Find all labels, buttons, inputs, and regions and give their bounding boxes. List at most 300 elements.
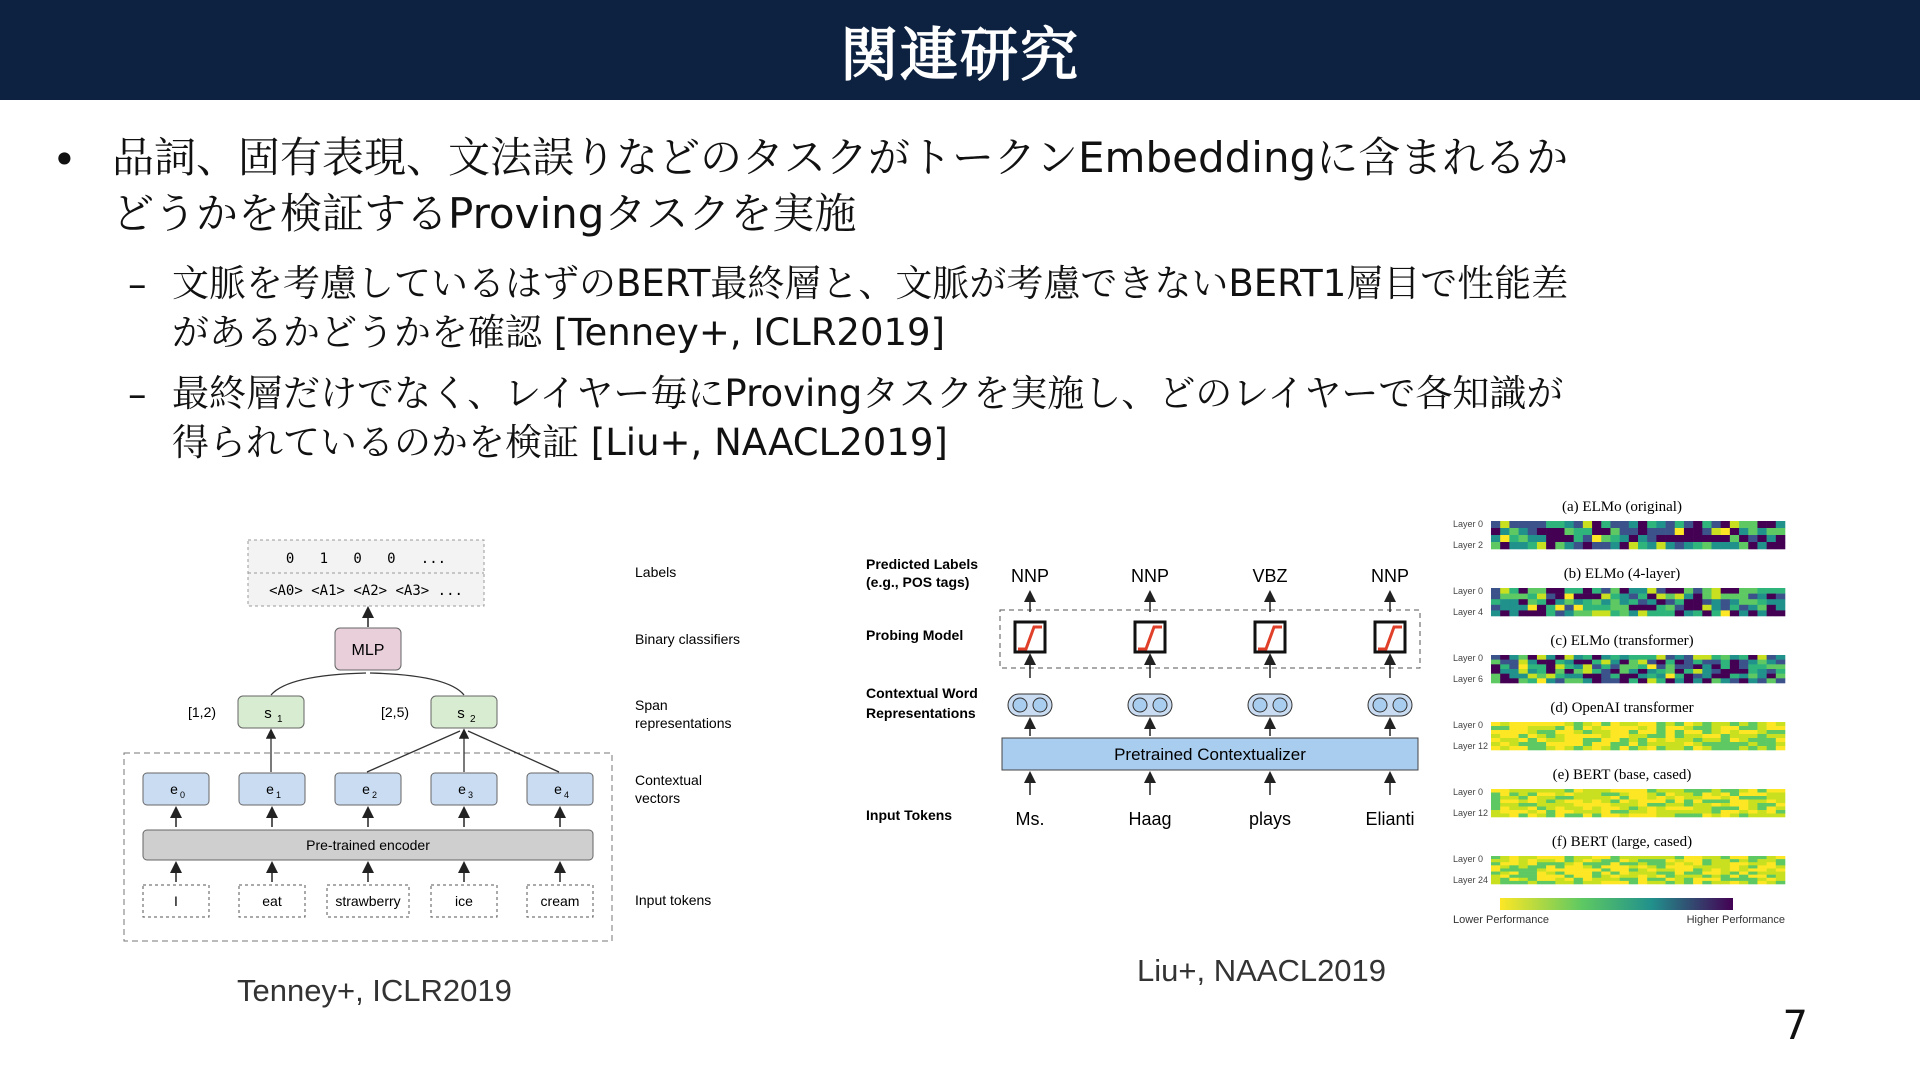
heatmap-cell (1574, 655, 1583, 660)
heatmap-cell (1528, 793, 1537, 797)
heatmap-cell (1776, 742, 1785, 746)
svg-text:0: 0 (180, 790, 186, 800)
heatmap-cell (1776, 875, 1785, 878)
heatmap-cell (1546, 678, 1555, 683)
heatmap-cell (1509, 862, 1518, 865)
heatmap-cell (1537, 588, 1546, 594)
heatmap-cell (1491, 881, 1500, 884)
heatmap-cell (1555, 669, 1564, 674)
svg-text:2: 2 (372, 790, 378, 800)
heatmap-cell (1638, 594, 1647, 600)
heatmap-cell (1757, 738, 1766, 742)
heatmap-cell (1638, 856, 1647, 859)
svg-text:1: 1 (276, 790, 282, 800)
heatmap-layer-top: Layer 0 (1453, 854, 1484, 864)
heatmap-cell (1509, 865, 1518, 868)
heatmap-cell (1656, 872, 1665, 875)
heatmap-cell (1610, 800, 1619, 804)
heatmap-cell (1601, 674, 1610, 679)
heatmap-cell (1767, 594, 1776, 600)
heatmap-cell (1546, 599, 1555, 605)
heatmap-cell (1684, 542, 1693, 549)
liu-pred1: Predicted Labels (866, 556, 979, 572)
heatmap-cell (1656, 856, 1665, 859)
heatmap-cell (1528, 872, 1537, 875)
heatmap-cell (1757, 878, 1766, 881)
heatmap-cell (1537, 875, 1546, 878)
heatmap-cell (1519, 865, 1528, 868)
heatmap-cell (1528, 664, 1537, 669)
heatmap-cell (1491, 868, 1500, 871)
contextualizer-box: Pretrained Contextualizer (1114, 745, 1306, 764)
heatmap-cell (1565, 655, 1574, 660)
heatmap-cell (1776, 872, 1785, 875)
heatmap-cell (1647, 542, 1656, 549)
heatmap-cell (1721, 664, 1730, 669)
heatmap-cell (1546, 655, 1555, 660)
heatmap-cell (1675, 730, 1684, 734)
heatmap-cell (1574, 722, 1583, 726)
heatmap-cell (1693, 664, 1702, 669)
heatmap-cell (1776, 746, 1785, 750)
heatmap-cell (1702, 599, 1711, 605)
heatmap-cell (1537, 678, 1546, 683)
heatmap-cell (1519, 599, 1528, 605)
heatmap-cell (1712, 814, 1721, 818)
heatmap-cell (1555, 878, 1564, 881)
heatmap-cell (1684, 738, 1693, 742)
heatmap-cell (1739, 856, 1748, 859)
heatmap-cell (1509, 793, 1518, 797)
heatmap-cell (1748, 746, 1757, 750)
heatmap-cell (1629, 742, 1638, 746)
heatmap-cell (1491, 742, 1500, 746)
heatmap-cell (1702, 674, 1711, 679)
token-strawberry (327, 885, 409, 917)
heatmap-cell (1500, 738, 1509, 742)
heatmap-cell (1601, 807, 1610, 811)
heatmap-cell (1620, 734, 1629, 738)
heatmap-cell (1684, 807, 1693, 811)
heatmap-cell (1500, 588, 1509, 594)
heatmap-cell (1565, 605, 1574, 611)
heatmap-cell (1638, 599, 1647, 605)
heatmap-cell (1620, 528, 1629, 535)
heatmap-cell (1748, 793, 1757, 797)
heatmap-cell (1776, 660, 1785, 665)
heatmap-cell (1757, 746, 1766, 750)
heatmap-cell (1730, 722, 1739, 726)
heatmap-cell (1656, 789, 1665, 793)
heatmap-cell (1712, 878, 1721, 881)
heatmap-cell (1675, 862, 1684, 865)
side-label-span2: representations (635, 715, 732, 731)
heatmap-cell (1712, 605, 1721, 611)
heatmap-cell (1684, 660, 1693, 665)
heatmap-cell (1519, 605, 1528, 611)
heatmap-cell (1638, 814, 1647, 818)
heatmap-cell (1767, 881, 1776, 884)
heatmap-cell (1757, 521, 1766, 528)
heatmap-layer-top: Layer 0 (1453, 519, 1484, 529)
heatmap-cell (1647, 588, 1656, 594)
heatmap-cell (1748, 875, 1757, 878)
heatmap-cell (1730, 660, 1739, 665)
heatmap-cell (1620, 738, 1629, 742)
heatmap-cell (1721, 588, 1730, 594)
heatmap-cell (1610, 594, 1619, 600)
token-ice (431, 885, 497, 917)
heatmap-cell (1528, 859, 1537, 862)
heatmap-cell (1500, 726, 1509, 730)
heatmap-cell (1767, 859, 1776, 862)
heatmap-cell (1721, 878, 1730, 881)
heatmap-cell (1574, 793, 1583, 797)
heatmap-cell (1500, 594, 1509, 600)
heatmap-cell (1647, 734, 1656, 738)
sub-bullet-dash-1: – (128, 263, 147, 306)
heatmap-cell (1656, 859, 1665, 862)
heatmap-cell (1721, 678, 1730, 683)
heatmap-cell (1767, 868, 1776, 871)
heatmap-cell (1629, 722, 1638, 726)
heatmap-cell (1583, 726, 1592, 730)
heatmap-cell (1574, 859, 1583, 862)
heatmap-cell (1592, 521, 1601, 528)
heatmap-cell (1647, 669, 1656, 674)
heatmap-cell (1528, 738, 1537, 742)
heatmap-cell (1730, 814, 1739, 818)
heatmap-cell (1675, 859, 1684, 862)
heatmap-cell (1491, 528, 1500, 535)
heatmap-cell (1767, 810, 1776, 814)
heatmap-cell (1702, 605, 1711, 611)
heatmap-cell (1748, 730, 1757, 734)
heatmap-cell (1555, 528, 1564, 535)
heatmap-cell (1739, 859, 1748, 862)
svg-text:I: I (174, 893, 178, 909)
heatmap-cell (1748, 674, 1757, 679)
heatmap-cell (1666, 664, 1675, 669)
heatmap-cell (1555, 535, 1564, 542)
heatmap-cell (1629, 674, 1638, 679)
heatmap-cell (1620, 810, 1629, 814)
heatmap-cell (1519, 796, 1528, 800)
heatmap-cell (1656, 594, 1665, 600)
heatmap-cell (1739, 655, 1748, 660)
heatmap-cell (1555, 881, 1564, 884)
heatmap-cell (1666, 610, 1675, 616)
heatmap-cell (1730, 872, 1739, 875)
heatmap-cell (1748, 655, 1757, 660)
heatmap-cell (1620, 862, 1629, 865)
heatmap-cell (1693, 588, 1702, 594)
heatmap-cell (1739, 738, 1748, 742)
heatmap-cell (1509, 542, 1518, 549)
heatmap-cell (1776, 865, 1785, 868)
svg-text:Haag: Haag (1128, 809, 1172, 829)
heatmap-cell (1583, 738, 1592, 742)
heatmap-cell (1583, 664, 1592, 669)
heatmap-cell (1592, 859, 1601, 862)
heatmap-cell (1748, 872, 1757, 875)
heatmap-cell (1666, 669, 1675, 674)
heatmap-cell (1675, 803, 1684, 807)
heatmap-cell (1702, 800, 1711, 804)
heatmap-cell (1757, 865, 1766, 868)
heatmap-cell (1565, 868, 1574, 871)
heatmap-cell (1620, 865, 1629, 868)
heatmap-cell (1647, 605, 1656, 611)
heatmap-cell (1620, 678, 1629, 683)
heatmap-cell (1491, 588, 1500, 594)
heatmap-cell (1638, 800, 1647, 804)
heatmap-cell (1757, 730, 1766, 734)
heatmap-cell (1629, 660, 1638, 665)
heatmap-cell (1620, 796, 1629, 800)
heatmap-cell (1629, 588, 1638, 594)
heatmap-cell (1610, 872, 1619, 875)
liu-probe: Probing Model (866, 627, 964, 643)
heatmap-cell (1500, 810, 1509, 814)
heatmap-cell (1684, 674, 1693, 679)
heatmap-cell (1528, 542, 1537, 549)
heatmap-cell (1739, 810, 1748, 814)
heatmap-cell (1730, 793, 1739, 797)
heatmap-cell (1730, 605, 1739, 611)
heatmap-cell (1601, 742, 1610, 746)
heatmap-cell (1629, 528, 1638, 535)
heatmap-cell (1491, 856, 1500, 859)
heatmap-cell (1509, 588, 1518, 594)
heatmap-cell (1739, 588, 1748, 594)
heatmap-cell (1730, 599, 1739, 605)
heatmap-cell (1638, 610, 1647, 616)
heatmap-cell (1574, 528, 1583, 535)
heatmap-cell (1748, 588, 1757, 594)
heatmap-cell (1491, 610, 1500, 616)
heatmap-cell (1610, 742, 1619, 746)
heatmap-cell (1748, 865, 1757, 868)
heatmap-cell (1592, 674, 1601, 679)
heatmap-cell (1509, 875, 1518, 878)
heatmap-cell (1583, 678, 1592, 683)
heatmap-cell (1721, 594, 1730, 600)
heatmap-cell (1565, 664, 1574, 669)
heatmap-cell (1767, 678, 1776, 683)
heatmap-cell (1519, 872, 1528, 875)
heatmap-cell (1583, 660, 1592, 665)
heatmap-cell (1565, 881, 1574, 884)
heatmap-cell (1574, 605, 1583, 611)
heatmap-cell (1629, 734, 1638, 738)
heatmap-cell (1712, 789, 1721, 793)
heatmap-cell (1776, 594, 1785, 600)
heatmap-cell (1638, 738, 1647, 742)
liu-pred2: (e.g., POS tags) (866, 574, 970, 590)
heatmap-cell (1509, 669, 1518, 674)
heatmap-cell (1647, 865, 1656, 868)
heatmap-cell (1757, 872, 1766, 875)
heatmap-cell (1638, 878, 1647, 881)
heatmap-cell (1519, 722, 1528, 726)
heatmap-cell (1574, 878, 1583, 881)
heatmap-cell (1491, 599, 1500, 605)
heatmap-cell (1546, 669, 1555, 674)
heatmap-cell (1620, 793, 1629, 797)
heatmap-cell (1620, 535, 1629, 542)
heatmap-cell (1730, 810, 1739, 814)
heatmap-cell (1500, 803, 1509, 807)
heatmap-cell (1601, 859, 1610, 862)
heatmap-cell (1739, 793, 1748, 797)
heatmap-cell (1767, 865, 1776, 868)
heatmap-layer-bottom: Layer 12 (1453, 808, 1489, 818)
heatmap-cell (1565, 726, 1574, 730)
heatmap-cell (1574, 678, 1583, 683)
heatmap-cell (1592, 789, 1601, 793)
heatmap-cell (1684, 528, 1693, 535)
heatmap-cell (1583, 746, 1592, 750)
heatmap-cell (1702, 789, 1711, 793)
heatmap-cell (1712, 746, 1721, 750)
liu-ctx1: Contextual Word (866, 685, 978, 701)
heatmap-cell (1776, 730, 1785, 734)
heatmap-cell (1509, 674, 1518, 679)
heatmap-cell (1656, 664, 1665, 669)
span-s1: s (264, 705, 272, 722)
heatmap-cell (1629, 810, 1638, 814)
heatmap-cell (1748, 605, 1757, 611)
heatmap-cell (1767, 722, 1776, 726)
heatmap-cell (1519, 862, 1528, 865)
heatmap-cell (1776, 674, 1785, 679)
svg-text:ice: ice (455, 893, 473, 909)
heatmap-cell (1537, 881, 1546, 884)
heatmap-cell (1546, 862, 1555, 865)
heatmap-cell (1656, 599, 1665, 605)
heatmap-cell (1666, 862, 1675, 865)
heatmap-cell (1555, 796, 1564, 800)
heatmap-cell (1583, 796, 1592, 800)
heatmap-cell (1702, 742, 1711, 746)
heatmap-cell (1702, 796, 1711, 800)
heatmap-cell (1519, 660, 1528, 665)
heatmap-cell (1656, 610, 1665, 616)
heatmap-cell (1721, 730, 1730, 734)
heatmap-cell (1509, 814, 1518, 818)
heatmap-cell (1684, 734, 1693, 738)
heatmap-cell (1537, 746, 1546, 750)
heatmap-cell (1629, 664, 1638, 669)
heatmap-cell (1702, 810, 1711, 814)
heatmap-cell (1519, 678, 1528, 683)
heatmap-cell (1610, 734, 1619, 738)
heatmap-cell (1537, 674, 1546, 679)
heatmap-cell (1509, 722, 1518, 726)
heatmap-cell (1565, 594, 1574, 600)
heatmap-cell (1666, 605, 1675, 611)
heatmap-cell (1702, 881, 1711, 884)
heatmap-cell (1610, 814, 1619, 818)
heatmap-cell (1693, 678, 1702, 683)
heatmap-cell (1528, 655, 1537, 660)
heatmap-cell (1574, 800, 1583, 804)
heatmap-cell (1638, 746, 1647, 750)
heatmap-cell (1592, 610, 1601, 616)
heatmap-cell (1647, 730, 1656, 734)
heatmap-cell (1509, 796, 1518, 800)
heatmap-cell (1656, 796, 1665, 800)
heatmap-cell (1574, 730, 1583, 734)
heatmap-cell (1702, 722, 1711, 726)
heatmap-cell (1739, 872, 1748, 875)
heatmap-cell (1721, 796, 1730, 800)
heatmap-cell (1757, 542, 1766, 549)
heatmap-cell (1702, 872, 1711, 875)
heatmap-cell (1528, 605, 1537, 611)
heatmap-cell (1757, 862, 1766, 865)
liu-column-3 (1248, 566, 1292, 829)
heatmap-cell (1519, 881, 1528, 884)
heatmap-cell (1555, 803, 1564, 807)
heatmap-cell (1565, 810, 1574, 814)
heatmap-cell (1721, 865, 1730, 868)
heatmap-cell (1519, 793, 1528, 797)
heatmap-cell (1574, 734, 1583, 738)
heatmap-cell (1647, 746, 1656, 750)
heatmap-cell (1721, 875, 1730, 878)
heatmap-cell (1546, 734, 1555, 738)
heatmap-cell (1693, 789, 1702, 793)
heatmap-cell (1583, 669, 1592, 674)
heatmap-cell (1574, 738, 1583, 742)
heatmap-cell (1574, 881, 1583, 884)
heatmap-cell (1583, 856, 1592, 859)
heatmap-cell (1555, 610, 1564, 616)
heatmap-cell (1610, 810, 1619, 814)
heatmap-cell (1620, 660, 1629, 665)
svg-text:cream: cream (540, 893, 580, 909)
heatmap-cell (1656, 810, 1665, 814)
heatmap-cell (1739, 678, 1748, 683)
heatmap-cell (1491, 521, 1500, 528)
heatmap-cell (1565, 542, 1574, 549)
heatmap-cell (1629, 796, 1638, 800)
heatmap-cell (1546, 594, 1555, 600)
heatmap-cell (1776, 862, 1785, 865)
heatmap-cell (1601, 814, 1610, 818)
heatmap-cell (1574, 674, 1583, 679)
heatmap-cell (1693, 856, 1702, 859)
heatmap-cell (1666, 868, 1675, 871)
heatmap-cell (1647, 678, 1656, 683)
heatmap-panel-title: (a) ELMo (original) (1562, 499, 1682, 515)
heatmap-cell (1684, 664, 1693, 669)
heatmap-cell (1583, 528, 1592, 535)
heatmap-cell (1500, 859, 1509, 862)
heatmap-cell (1509, 521, 1518, 528)
heatmap-cell (1748, 859, 1757, 862)
heatmap-cell (1629, 521, 1638, 528)
heatmap-layer-bottom: Layer 6 (1453, 674, 1484, 684)
heatmap-cell (1693, 814, 1702, 818)
heatmap-cell (1519, 664, 1528, 669)
heatmap-cell (1537, 730, 1546, 734)
heatmap-cell (1546, 881, 1555, 884)
heatmap-layer-bottom: Layer 2 (1453, 540, 1484, 550)
heatmap-cell (1601, 796, 1610, 800)
